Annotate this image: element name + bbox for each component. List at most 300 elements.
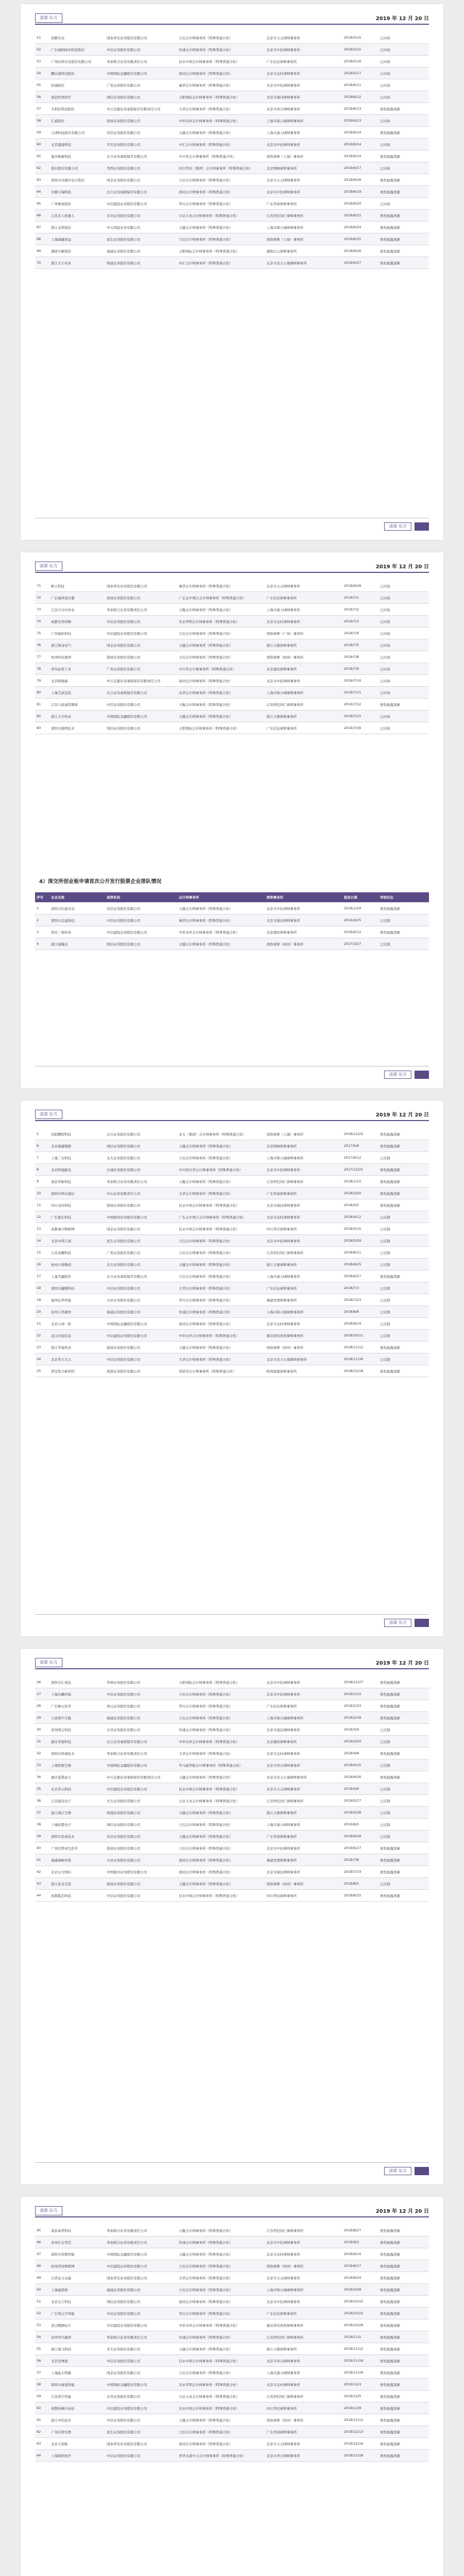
table-row xyxy=(35,651,429,663)
table-cell: 预先披露更新 xyxy=(378,103,429,115)
table-cell: 北京市竞天公诚律师事务所 xyxy=(265,257,342,269)
table-row xyxy=(35,245,429,257)
table-cell: 江苏力星通用钢球 xyxy=(49,699,105,710)
table-cell: 2019/6/18 xyxy=(342,1831,378,1842)
table-cell: 6 xyxy=(35,1140,49,1152)
table-cell: 众华会计师事务所（特殊普通合伙） xyxy=(177,687,265,699)
table-cell: 北京市天元律师事务所 xyxy=(265,2272,342,2284)
table-cell: 12 xyxy=(35,1211,49,1223)
table-cell: 已反馈 xyxy=(378,1330,429,1342)
header-badge: 清算·东方 xyxy=(35,1658,62,1667)
table-cell: 广发证券股份有限公司 xyxy=(105,663,177,675)
table-row xyxy=(35,2450,429,2462)
table-cell: 51 xyxy=(35,32,49,44)
page-footer xyxy=(35,518,429,529)
table-cell: 北京市天元律师事务所 xyxy=(265,32,342,44)
table-cell: 30 xyxy=(35,1724,49,1736)
ipo-queue-table xyxy=(35,1676,429,1902)
table-cell: 天健会计师事务所（特殊普通合伙） xyxy=(177,639,265,651)
table-cell: 长江证券承销保荐有限公司 xyxy=(105,1736,177,1748)
table-row xyxy=(35,1223,429,1235)
table-cell: 北京市金杜律师事务所 xyxy=(265,2248,342,2260)
column-header: 企业名称 xyxy=(49,892,105,903)
table-cell: 上海丛麟环保 xyxy=(49,1688,105,1700)
table-row xyxy=(35,1795,429,1807)
table-cell: 北京市康达律师事务所 xyxy=(265,1866,342,1878)
table-cell: 浙商证券股份有限公司 xyxy=(105,651,177,663)
table-cell: 重庆新新科技 xyxy=(49,150,105,162)
table-cell: 56 xyxy=(35,2355,49,2367)
table-cell: 2019/4/26 xyxy=(342,1771,378,1783)
table-cell: 容诚会计师事务所（特殊普通合伙） xyxy=(177,2331,265,2343)
table-cell: 69 xyxy=(35,245,49,257)
table-cell: 国泰君安证券股份有限公司 xyxy=(105,580,177,592)
table-cell: 63 xyxy=(35,174,49,186)
table-cell: 已反馈 xyxy=(378,1223,429,1235)
table-cell: 中信证券股份有限公司 xyxy=(105,2308,177,2319)
table-cell: 2019/6/14 xyxy=(342,139,378,150)
ipo-queue-table xyxy=(35,2225,429,2462)
table-cell: 41 xyxy=(35,1854,49,1866)
table-cell: 35 xyxy=(35,1783,49,1795)
table-row xyxy=(35,1247,429,1259)
table-cell: 北京市中伦律师事务所 xyxy=(265,675,342,687)
table-cell: 2016/4/25 xyxy=(342,914,378,926)
table-cell: 7 xyxy=(35,1152,49,1164)
page-header xyxy=(35,2206,429,2217)
table-cell: 70 xyxy=(35,257,49,269)
table-cell: 40 xyxy=(35,1842,49,1854)
table-cell: 中信建投证券股份有限公司 xyxy=(105,1330,177,1342)
table-cell: 华兴会计师事务所（特殊普通合伙） xyxy=(177,198,265,210)
table-cell: 天健会计师事务所（特殊普通合伙） xyxy=(177,903,265,914)
table-cell: 光大证券股份有限公司 xyxy=(105,1259,177,1270)
table-cell: 中信证券股份有限公司 xyxy=(105,2414,177,2426)
table-row xyxy=(35,722,429,734)
table-cell: 普华永道中天会计师事务所（特殊普通合伙） xyxy=(177,2450,265,2462)
table-cell: 浙江天册律师事务所 xyxy=(265,710,342,722)
table-cell: 预先披露更新 xyxy=(378,2260,429,2272)
table-cell: 陕西海嘉律师事务所 xyxy=(265,1365,342,1377)
table-cell: 北京德恒律师事务所 xyxy=(265,663,342,675)
table-cell: 天健会计师事务所（特殊普通合伙） xyxy=(177,1771,265,1783)
table-cell: 中汇会计师事务所（特殊普通合伙） xyxy=(177,257,265,269)
table-cell: 长江证券承销保荐有限公司 xyxy=(105,186,177,198)
table-cell: 已反馈 xyxy=(378,1724,429,1736)
table-cell: 上海市通力律师事务所 xyxy=(265,604,342,616)
table-cell: 2019/6/21 xyxy=(342,210,378,222)
table-cell: 31 xyxy=(35,1736,49,1748)
table-cell: 已反馈 xyxy=(378,1353,429,1365)
table-cell: 52 xyxy=(35,44,49,56)
table-row xyxy=(35,1676,429,1688)
table-cell: 民生证券股份有限公司 xyxy=(105,233,177,245)
table-cell: 预先披露更新 xyxy=(378,1365,429,1377)
table-row xyxy=(35,1759,429,1771)
table-cell: 天健会计师事务所（特殊普通合伙） xyxy=(177,938,265,950)
table-cell: 43 xyxy=(35,1878,49,1890)
table-cell: 77 xyxy=(35,651,49,663)
table-cell: 东吴证券股份有限公司 xyxy=(105,1724,177,1736)
table-cell: 预先披露更新 xyxy=(378,2379,429,2391)
table-cell: 华兴会计师事务所（特殊普通合伙） xyxy=(177,1700,265,1712)
table-cell: 北京市金杜律师事务所 xyxy=(265,1748,342,1759)
table-cell: 2019/11/19 xyxy=(342,2355,378,2367)
table-cell: 24 xyxy=(35,1353,49,1365)
table-cell: 上海市通力律师事务所 xyxy=(265,1270,342,1282)
table-cell: 宁波舜宇车载 xyxy=(49,1712,105,1724)
table-cell: 预先披露更新 xyxy=(378,2343,429,2355)
table-cell: 75 xyxy=(35,628,49,639)
table-cell: 2018/3/20 xyxy=(342,1188,378,1199)
table-row xyxy=(35,926,429,938)
table-cell: 42 xyxy=(35,1866,49,1878)
table-cell: 杭州热电集团 xyxy=(49,651,105,663)
table-cell: 中兴财光华会计师事务所（特殊普通合伙） xyxy=(177,1164,265,1176)
table-cell: 国金证券股份有限公司 xyxy=(105,1223,177,1235)
table-cell: 72 xyxy=(35,592,49,604)
table-cell: 湖北得伟君尚律师事务所 xyxy=(265,1330,342,1342)
table-cell: 36 xyxy=(35,1795,49,1807)
table-cell: 广东德生科技 xyxy=(49,1211,105,1223)
table-cell: 2019/8/15 xyxy=(342,1890,378,1902)
table-cell: 2019/10/8 xyxy=(342,2284,378,2296)
table-cell: 浙江天册律师事务所 xyxy=(265,639,342,651)
table-cell: 已反馈 xyxy=(378,938,429,950)
table-cell: 预先披露更新 xyxy=(378,2438,429,2450)
table-cell: 预先披露更新 xyxy=(378,2367,429,2379)
table-row xyxy=(35,2236,429,2248)
table-cell: 国浩律师（杭州）事务所 xyxy=(265,651,342,663)
table-cell: 2017/6/12 xyxy=(342,1152,378,1164)
table-row xyxy=(35,1270,429,1282)
table-row xyxy=(35,1188,429,1199)
table-cell: 民生证券股份有限公司 xyxy=(105,1235,177,1247)
table-row xyxy=(35,1128,429,1140)
table-row xyxy=(35,1712,429,1724)
table-cell: 立信会计师事务所（特殊普通合伙） xyxy=(177,32,265,44)
table-cell: 北京市中伦律师事务所 xyxy=(265,1842,342,1854)
table-cell: 广东华商律师事务所 xyxy=(265,1831,342,1842)
table-cell: 上海市锦天城律师事务所 xyxy=(265,2284,342,2296)
table-cell: 2017/3/27 xyxy=(342,938,378,950)
table-cell: 中国国际金融股份有限公司 xyxy=(105,67,177,79)
table-cell: 深圳市科瑞技术 xyxy=(49,1748,105,1759)
table-cell: 2019/4/8 xyxy=(342,1748,378,1759)
table-cell: 预先披露更新 xyxy=(378,1176,429,1188)
table-cell: 国浩律师（广州）事务所 xyxy=(265,628,342,639)
table-cell: 申万宏源证券承销保荐有限责任公司 xyxy=(105,675,177,687)
table-cell: 34 xyxy=(35,1771,49,1783)
table-cell: 预先披露更新 xyxy=(378,2248,429,2260)
page-number-block xyxy=(415,1071,429,1079)
table-cell: 上海晶丰明源 xyxy=(49,2367,105,2379)
table-cell: 2018/5/15 xyxy=(342,1223,378,1235)
table-cell: 江苏世纪同仁律师事务所 xyxy=(265,1247,342,1259)
table-row xyxy=(35,1771,429,1783)
table-row xyxy=(35,1235,429,1247)
page-header xyxy=(35,1658,429,1669)
table-cell: 39 xyxy=(35,1831,49,1842)
table-cell: 中审众环会计师事务所（特殊普通合伙） xyxy=(177,115,265,127)
header-date: 2019 年 12 月 20 日 xyxy=(375,564,429,570)
table-row xyxy=(35,938,429,950)
table-cell: 已反馈 xyxy=(378,1235,429,1247)
table-cell: 中信建投证券股份有限公司 xyxy=(105,2319,177,2331)
table-cell: 立信会计师事务所（特殊普通合伙） xyxy=(177,1688,265,1700)
table-cell: 浙江天册律师事务所 xyxy=(265,1259,342,1270)
table-cell: 浙江康隆达 xyxy=(49,938,105,950)
table-row xyxy=(35,150,429,162)
table-cell: 11 xyxy=(35,1199,49,1211)
table-cell: 湖南启元律师事务所 xyxy=(265,245,342,257)
table-cell: 安信证券股份有限公司 xyxy=(105,903,177,914)
table-cell: 江苏泽宇智能 xyxy=(49,2391,105,2402)
table-cell: 北京映翰通 xyxy=(49,675,105,687)
table-cell: 北京市君合律师事务所 xyxy=(265,1759,342,1771)
table-cell: 已反馈 xyxy=(378,1831,429,1842)
table-cell: 54 xyxy=(35,67,49,79)
table-cell: 25 xyxy=(35,1365,49,1377)
table-cell: 华林证券股份有限公司 xyxy=(105,1676,177,1688)
column-header: 审核状态 xyxy=(378,892,429,903)
table-cell: 预先披露更新 xyxy=(378,1676,429,1688)
table-cell: 2019/3/4 xyxy=(342,1724,378,1736)
table-cell: 2019/6/26 xyxy=(342,245,378,257)
table-cell: 财通证券股份有限公司 xyxy=(105,1807,177,1819)
table-cell: 57 xyxy=(35,103,49,115)
table-cell: 国泰君安证券股份有限公司 xyxy=(105,2272,177,2284)
table-cell: 2019/12/16 xyxy=(342,2438,378,2450)
table-cell: 49 xyxy=(35,2272,49,2284)
table-cell: 广东华商律师事务所 xyxy=(265,198,342,210)
table-cell: 北京九州一轨 xyxy=(49,1318,105,1330)
table-cell: 深圳市信濠光电 xyxy=(49,903,105,914)
table-cell: 预先披露更新 xyxy=(378,2272,429,2284)
report-page xyxy=(21,4,443,540)
table-cell: 大华会计师事务所（特殊普通合伙） xyxy=(177,1353,265,1365)
table-cell: 58 xyxy=(35,115,49,127)
table-cell: 中信证券股份有限公司 xyxy=(105,616,177,628)
table-cell: 已反馈 xyxy=(378,1736,429,1748)
table-cell: 武汉精测电子 xyxy=(49,2319,105,2331)
table-cell: 已反馈 xyxy=(378,914,429,926)
table-cell: 22 xyxy=(35,1330,49,1342)
table-cell: 9 xyxy=(35,1176,49,1188)
table-cell: 2019/7/11 xyxy=(342,687,378,699)
table-row xyxy=(35,2331,429,2343)
table-cell: 预先披露更新 xyxy=(378,1270,429,1282)
table-cell: 容诚会计师事务所（特殊普通合伙） xyxy=(177,44,265,56)
table-cell: 北京市海问律师事务所 xyxy=(265,91,342,103)
table-cell: 青岛征和工业 xyxy=(49,663,105,675)
table-cell: 已反馈 xyxy=(378,1259,429,1270)
table-cell: 四川华信（集团）会计师事务所（特殊普通合伙） xyxy=(177,162,265,174)
table-cell: 苏州明志科技 xyxy=(49,1724,105,1736)
table-cell: 浙江大丰实业 xyxy=(49,257,105,269)
footer-badge: 清算·东方 xyxy=(384,2167,411,2175)
table-cell: 深圳市思索技术 xyxy=(49,1831,105,1842)
table-cell: 信永中和会计师事务所（特殊普通合伙） xyxy=(177,1199,265,1211)
table-cell: 71 xyxy=(35,580,49,592)
table-cell: 58 xyxy=(35,2379,49,2391)
table-cell: 北京市金杜律师事务所 xyxy=(265,616,342,628)
table-cell: 已反馈 xyxy=(378,1211,429,1223)
table-cell: 北京国枫律师事务所 xyxy=(265,162,342,174)
table-cell: 65 xyxy=(35,198,49,210)
table-cell: 2019/2/18 xyxy=(342,1712,378,1724)
table-row xyxy=(35,233,429,245)
table-cell: 江苏世纪同仁律师事务所 xyxy=(265,210,342,222)
table-cell: 预先披露更新 xyxy=(378,2450,429,2462)
table-cell: 深圳市智微智能 xyxy=(49,2248,105,2260)
table-cell: 中审众环会计师事务所（特殊普通合伙） xyxy=(177,1736,265,1748)
table-row xyxy=(35,2426,429,2438)
table-cell: 北京市君合律师事务所 xyxy=(265,2450,342,2462)
table-cell: 预先披露更新 xyxy=(378,2331,429,2343)
table-cell: 杭州天地数码 xyxy=(49,1259,105,1270)
table-cell: 2019/12/9 xyxy=(342,2402,378,2414)
table-cell: 广东信达律师事务所 xyxy=(265,592,342,604)
table-cell: 已问询 xyxy=(378,139,429,150)
table-cell: 上海市锦天城律师事务所 xyxy=(265,222,342,233)
table-cell: 华泰联合证券有限责任公司 xyxy=(105,2225,177,2236)
table-cell: 2019/12/5 xyxy=(342,2391,378,2402)
table-cell: 浙商证券股份有限公司 xyxy=(105,1342,177,1353)
table-cell: 2019/12/3 xyxy=(342,2379,378,2391)
table-cell: 53 xyxy=(35,2319,49,2331)
table-cell: 广发证券股份有限公司 xyxy=(105,1247,177,1259)
table-cell: 51 xyxy=(35,2296,49,2308)
table-cell: 福建至理律师事务所 xyxy=(265,1854,342,1866)
table-row xyxy=(35,2308,429,2319)
table-cell: 已问询 xyxy=(378,639,429,651)
table-cell: 已问询 xyxy=(378,56,429,67)
table-cell: 中信建投证券股份有限公司 xyxy=(105,926,177,938)
table-cell: 资腾光电 xyxy=(49,32,105,44)
table-cell: 苏州天华超净 xyxy=(49,1306,105,1318)
table-cell: 中信建投证券股份有限公司 xyxy=(105,1783,177,1795)
table-row xyxy=(35,663,429,675)
table-row xyxy=(35,139,429,150)
table-cell: 安信证券股份有限公司 xyxy=(105,127,177,139)
table-row xyxy=(35,1140,429,1152)
table-cell: 已问询 xyxy=(378,115,429,127)
table-row xyxy=(35,2248,429,2260)
table-cell: 57 xyxy=(35,2367,49,2379)
table-cell: 信永中和会计师事务所（特殊普通合伙） xyxy=(177,56,265,67)
table-cell: 2019/10/29 xyxy=(342,2319,378,2331)
table-cell: 福建海峡环保 xyxy=(49,1854,105,1866)
table-cell: 北京华大九天 xyxy=(49,1353,105,1365)
table-row xyxy=(35,1318,429,1330)
table-cell: 北京市天元律师事务所 xyxy=(265,1783,342,1795)
table-cell: 5 xyxy=(35,1128,49,1140)
table-cell: 华泰联合证券有限责任公司 xyxy=(105,1176,177,1188)
table-cell: 已反馈 xyxy=(378,1783,429,1795)
table-cell: 2019/6/28 xyxy=(342,580,378,592)
table-cell: 广东华商律师事务所 xyxy=(265,2426,342,2438)
table-cell: 2019/10/15 xyxy=(342,2296,378,2308)
table-row xyxy=(35,1199,429,1211)
table-cell: 广东信达律师事务所 xyxy=(265,1282,342,1294)
table-row xyxy=(35,79,429,91)
table-cell: 33 xyxy=(35,1759,49,1771)
table-cell: 广东正中珠江会计师事务所（特殊普通合伙） xyxy=(177,1211,265,1223)
table-cell: 预先披露更新 xyxy=(378,926,429,938)
page-number-block xyxy=(415,2167,429,2175)
table-cell: 北京市天元律师事务所 xyxy=(265,174,342,186)
table-cell: 上海海融食品 xyxy=(49,233,105,245)
table-cell: 天衡会计师事务所（特殊普通合伙） xyxy=(177,604,265,616)
table-cell: 8 xyxy=(35,1164,49,1176)
table-cell: 预先披露更新 xyxy=(378,1712,429,1724)
table-row xyxy=(35,1866,429,1878)
table-cell: 已反馈 xyxy=(378,1306,429,1318)
table-cell: 2017/12/21 xyxy=(342,1164,378,1176)
table-cell: 预先披露更新 xyxy=(378,210,429,222)
table-cell: 预先披露更新 xyxy=(378,1199,429,1211)
table-cell: 50 xyxy=(35,2284,49,2296)
table-cell: 成都先导药物 xyxy=(49,616,105,628)
table-cell: 上海市通力律师事务所 xyxy=(265,1819,342,1831)
table-cell: 成都秦川物联网 xyxy=(49,1223,105,1235)
table-cell: 54 xyxy=(35,2331,49,2343)
table-cell: 2019/8/2 xyxy=(342,1878,378,1890)
table-cell: 预先披露更新 xyxy=(378,1866,429,1878)
table-row xyxy=(35,2391,429,2402)
table-cell: 天健会计师事务所（特殊普通合伙） xyxy=(177,1342,265,1353)
table-cell: 预先披露更新 xyxy=(378,2355,429,2367)
table-cell: 60 xyxy=(35,139,49,150)
table-cell: 66 xyxy=(35,210,49,222)
table-cell: 已问询 xyxy=(378,651,429,663)
table-cell: 中山证券有限责任公司 xyxy=(105,1188,177,1199)
table-row xyxy=(35,1330,429,1342)
table-cell: 长城证券股份有限公司 xyxy=(105,1164,177,1176)
table-cell: 2019/7/5 xyxy=(342,639,378,651)
table-cell: 广东利元亨智能 xyxy=(49,2308,105,2319)
table-cell: 预先披露更新 xyxy=(378,2391,429,2402)
table-cell: 预先披露更新 xyxy=(378,127,429,139)
table-cell: 80 xyxy=(35,687,49,699)
table-cell: 已反馈 xyxy=(378,1282,429,1294)
table-cell: 国信证券股份有限公司 xyxy=(105,91,177,103)
table-cell: 中兴华会计师事务所（特殊普通合伙） xyxy=(177,663,265,675)
table-cell: 湖北得伟君尚律师事务所 xyxy=(265,2319,342,2331)
table-cell: 湖北华强科技 xyxy=(49,1736,105,1748)
table-cell: 苏州华兴源创 xyxy=(49,2331,105,2343)
table-cell: 中审众环会计师事务所（特殊普通合伙） xyxy=(177,926,265,938)
table-cell: 已反馈 xyxy=(378,1819,429,1831)
table-cell: 76 xyxy=(35,639,49,651)
table-cell: 74 xyxy=(35,616,49,628)
table-cell: 四川华信律师事务所 xyxy=(265,1890,342,1902)
table-cell: 南京华脉科技 xyxy=(49,1176,105,1188)
table-cell: 立信会计师事务所（特殊普通合伙） xyxy=(177,651,265,663)
table-cell: 天健会计师事务所（特殊普通合伙） xyxy=(177,710,265,722)
table-cell: 2019/12/11 xyxy=(342,2414,378,2426)
table-cell: 64 xyxy=(35,2450,49,2462)
table-cell: 瑞华会计师事务所（特殊普通合伙） xyxy=(177,79,265,91)
table-row xyxy=(35,687,429,699)
table-cell: 上海市锦天城律师事务所 xyxy=(265,115,342,127)
table-row xyxy=(35,2296,429,2308)
table-cell: 2019/5/16 xyxy=(342,56,378,67)
table-cell: 59 xyxy=(35,127,49,139)
table-cell: 2019/6/14 xyxy=(342,127,378,139)
table-cell: 上海柏楚电子 xyxy=(49,1819,105,1831)
